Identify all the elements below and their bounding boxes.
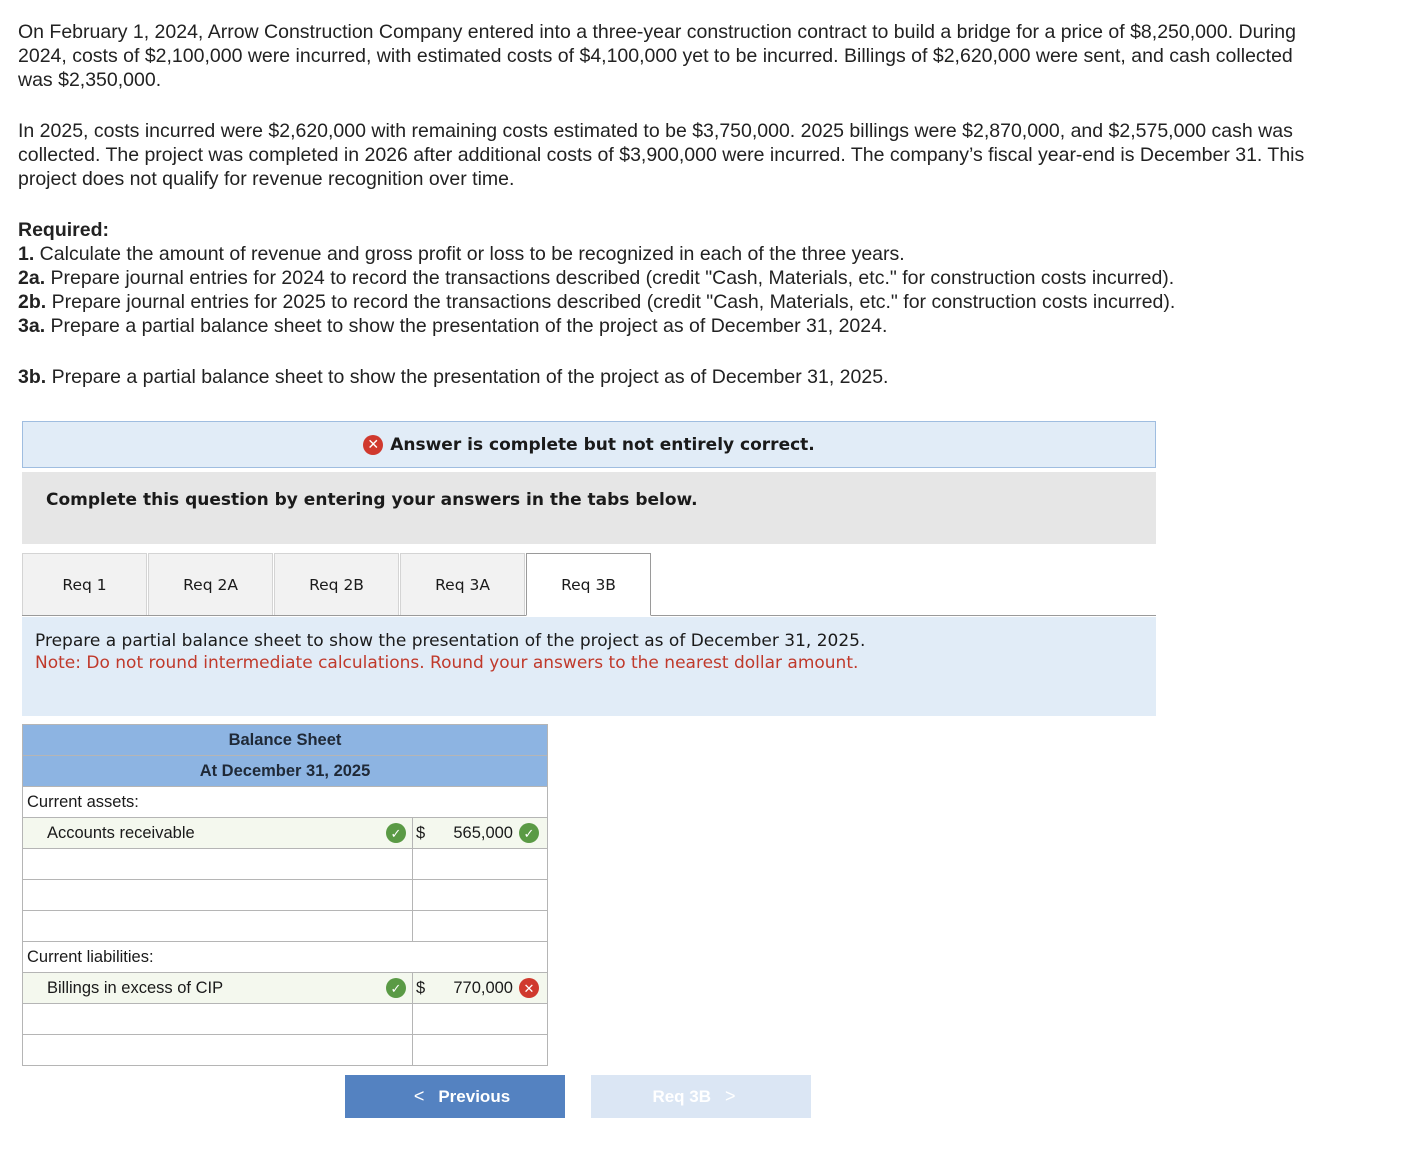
previous-label: Previous bbox=[438, 1086, 511, 1106]
requirement-text: Calculate the amount of revenue and gross profit or loss to be recognized in each of the three years. bbox=[34, 243, 905, 265]
currency-symbol: $ bbox=[416, 824, 426, 842]
check-icon: ✓ bbox=[519, 823, 539, 843]
next-button[interactable] bbox=[591, 1075, 811, 1118]
instructions-header: Complete this question by entering your answers in the tabs below. bbox=[22, 472, 1156, 544]
table-row bbox=[23, 911, 548, 942]
tab-req-2a[interactable]: Req 2A bbox=[148, 553, 273, 615]
requirement-tabs bbox=[22, 553, 1156, 616]
requirement-text: Prepare a partial balance sheet to show the presentation of the project as of December 31, 2024. bbox=[45, 315, 888, 337]
requirements-list bbox=[18, 242, 1175, 338]
balance-sheet-title: Balance Sheet bbox=[23, 725, 548, 756]
table-row bbox=[23, 818, 548, 849]
instruction-note: Note: Do not round intermediate calculations. Round your answers to the nearest dollar amount. bbox=[35, 653, 859, 673]
table-row bbox=[23, 973, 548, 1004]
table-row bbox=[23, 787, 548, 818]
account-select-cell[interactable] bbox=[23, 1004, 413, 1035]
requirement-item bbox=[18, 266, 1175, 290]
amount-input-cell[interactable] bbox=[413, 818, 548, 849]
account-name: Accounts receivable bbox=[47, 823, 195, 842]
account-select-cell[interactable] bbox=[23, 1035, 413, 1066]
answer-status-text: Answer is complete but not entirely correct. bbox=[390, 434, 815, 455]
amount-input-cell[interactable] bbox=[413, 880, 548, 911]
requirement-text: Prepare a partial balance sheet to show the presentation of the project as of December 31, 2025. bbox=[46, 366, 889, 388]
amount-value: 565,000 bbox=[453, 824, 513, 842]
problem-paragraph-2: In 2025, costs incurred were $2,620,000 with remaining costs estimated to be $3,750,000. 2025 billings were $2,870,000, and $2,575,000 cash was collected. The project was completed in 2026 after additional costs of $3,900,000 were incurred. The company’s fiscal year-end is December 31. This project does not qualify for revenue recognition over time. bbox=[18, 120, 1305, 190]
required-heading: Required: bbox=[18, 219, 110, 241]
amount-input-cell[interactable] bbox=[413, 911, 548, 942]
requirement-key: 1. bbox=[18, 243, 35, 265]
tab-req-3a[interactable]: Req 3A bbox=[400, 553, 525, 615]
account-select-cell[interactable] bbox=[23, 911, 413, 942]
amount-value: 770,000 bbox=[453, 979, 513, 997]
requirement-key: 2b. bbox=[18, 291, 47, 313]
answer-status-banner bbox=[22, 421, 1156, 468]
requirement-text: Prepare journal entries for 2025 to record the transactions described (credit "Cash, Materials, etc." for construction costs incurred). bbox=[46, 291, 1176, 313]
table-header-row bbox=[23, 756, 548, 787]
account-select-cell[interactable] bbox=[23, 849, 413, 880]
account-select-cell[interactable] bbox=[23, 818, 413, 849]
amount-input-cell[interactable] bbox=[413, 1035, 548, 1066]
next-label: Req 3B bbox=[652, 1086, 712, 1106]
tab-req-1[interactable]: Req 1 bbox=[22, 553, 147, 615]
table-row bbox=[23, 1035, 548, 1066]
chevron-left-icon: < bbox=[413, 1086, 425, 1106]
x-circle-icon: ✕ bbox=[363, 435, 383, 455]
requirement-item bbox=[18, 242, 1175, 266]
balance-sheet-date: At December 31, 2025 bbox=[23, 756, 548, 787]
requirement-key: 3b. bbox=[18, 366, 47, 388]
tab-req-3b[interactable]: Req 3B bbox=[526, 553, 651, 616]
previous-button[interactable] bbox=[345, 1075, 565, 1118]
requirement-key: 2a. bbox=[18, 267, 46, 289]
account-select-cell[interactable] bbox=[23, 973, 413, 1004]
requirement-item bbox=[18, 314, 1175, 338]
problem-paragraph-1: On February 1, 2024, Arrow Construction Company entered into a three-year construction contract to build a bridge for a price of $8,250,000. During 2024, costs of $2,100,000 were incurred, with estimated costs of $4,100,000 yet to be incurred. Billings of $2,620,000 were sent, and cash collected was $2,350,000. bbox=[18, 21, 1296, 91]
table-row bbox=[23, 849, 548, 880]
account-name: Billings in excess of CIP bbox=[47, 978, 224, 997]
table-row bbox=[23, 880, 548, 911]
check-icon: ✓ bbox=[386, 978, 406, 998]
currency-symbol: $ bbox=[416, 979, 426, 997]
instruction-text: Prepare a partial balance sheet to show the presentation of the project as of December 31, 2025. bbox=[35, 631, 866, 651]
amount-input-cell[interactable] bbox=[413, 973, 548, 1004]
account-select-cell[interactable] bbox=[23, 880, 413, 911]
balance-sheet-table bbox=[22, 724, 548, 1066]
check-icon: ✓ bbox=[386, 823, 406, 843]
amount-input-cell[interactable] bbox=[413, 1004, 548, 1035]
amount-input-cell[interactable] bbox=[413, 849, 548, 880]
requirement-item bbox=[18, 290, 1175, 314]
x-circle-icon: ✕ bbox=[519, 978, 539, 998]
current-assets-label: Current assets: bbox=[23, 787, 548, 818]
requirement-item bbox=[18, 365, 888, 389]
table-row bbox=[23, 1004, 548, 1035]
tab-req-2b[interactable]: Req 2B bbox=[274, 553, 399, 615]
table-row bbox=[23, 942, 548, 973]
chevron-right-icon: > bbox=[725, 1086, 736, 1106]
requirement-text: Prepare journal entries for 2024 to record the transactions described (credit "Cash, Materials, etc." for construction costs incurred). bbox=[45, 267, 1175, 289]
tab-instructions bbox=[22, 617, 1156, 716]
table-header-row bbox=[23, 725, 548, 756]
current-liabilities-label: Current liabilities: bbox=[23, 942, 548, 973]
requirement-key: 3a. bbox=[18, 315, 46, 337]
